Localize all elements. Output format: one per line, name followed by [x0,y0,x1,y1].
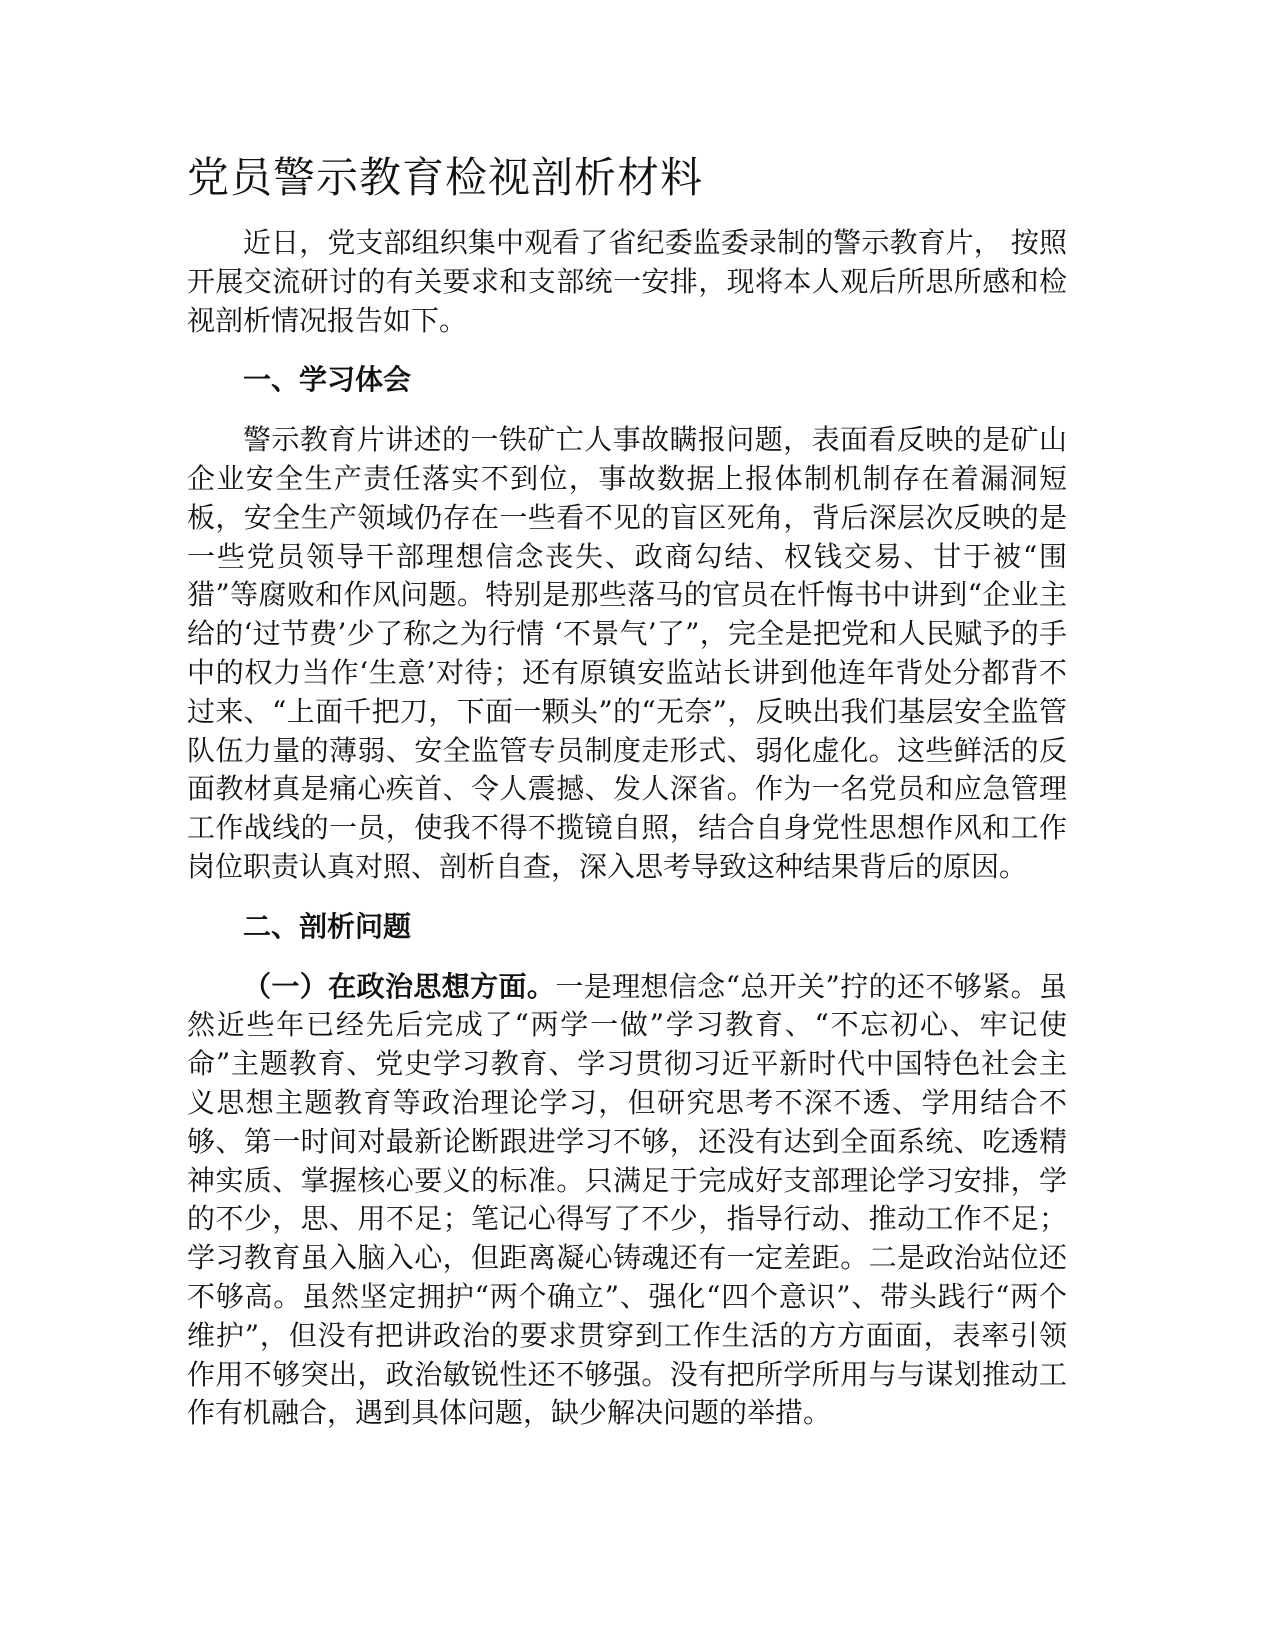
political-thought-text: 一是理想信念“总开关”拧的还不够紧。虽然近些年已经先后完成了“两学一做”学习教育、“不忘初心、牢记使命”主题教育、党史学习教育、学习贯彻习近平新时代中国特色社会主义思想主题教育等政治理论学习，但研究思考不深不透、学用结合不够、第一时间对最新论断跟进学习不够，还没有达到全面系统、吃透精神实质、掌握核心要义的标准。只满足于完成好支部理论学习安排，学的不少，思、用不足；笔记心得写了不少，指导行动、推动工作不足；学习教育虽入脑入心，但距离凝心铸魂还有一定差距。二是政治站位还不够高。虽然坚定拥护“两个确立”、强化“四个意识”、带头践行“两个维护”，但没有把讲政治的要求贯穿到工作生活的方方面面，表率引领作用不够突出，政治敏锐性还不够强。没有把所学所用与与谋划推动工作有机融合，遇到具体问题，缺少解决问题的举措。 [187,969,1067,1430]
section-heading-study: 一、学习体会 [243,363,412,397]
intro-paragraph: 近日，党支部组织集中观看了省纪委监委录制的警示教育片， 按照开展交流研讨的有关要求和支部统一安排，现将本人观后所思所感和检视剖析情况报告如下。 [187,226,1067,337]
document-title: 党员警示教育检视剖析材料 [187,153,704,202]
section-heading-analysis: 二、剖析问题 [243,909,412,943]
political-thought-paragraph [187,968,1067,1434]
study-paragraph: 警示教育片讲述的一铁矿亡人事故瞒报问题，表面看反映的是矿山企业安全生产责任落实不到位，事故数据上报体制机制存在着漏洞短板，安全生产领域仍存在一些看不见的盲区死角，背后深层次反映的是一些党员领导干部理想信念丧失、政商勾结、权钱交易、甘于被“围猎”等腐败和作风问题。特别是那些落马的官员在忏悔书中讲到“企业主给的‘过节费’少了称之为行情 ‘不景气’了”，完全是把党和人民赋予的手中的权力当作‘生意’对待；还有原镇安监站长讲到他连年背处分都背不过来、“上面千把刀，下面一颗头”的“无奈”，反映出我们基层安全监管队伍力量的薄弱、安全监管专员制度走形式、弱化虚化。这些鲜活的反面教材真是痛心疾首、令人震撼、发人深省。作为一名党员和应急管理工作战线的一员，使我不得不揽镜自照，结合自身党性思想作风和工作岗位职责认真对照、剖析自查，深入思考导致这种结果背后的原因。 [187,423,1067,883]
political-thought-lead: （一）在政治思想方面。 [243,969,556,1003]
document-body [187,224,1067,1433]
